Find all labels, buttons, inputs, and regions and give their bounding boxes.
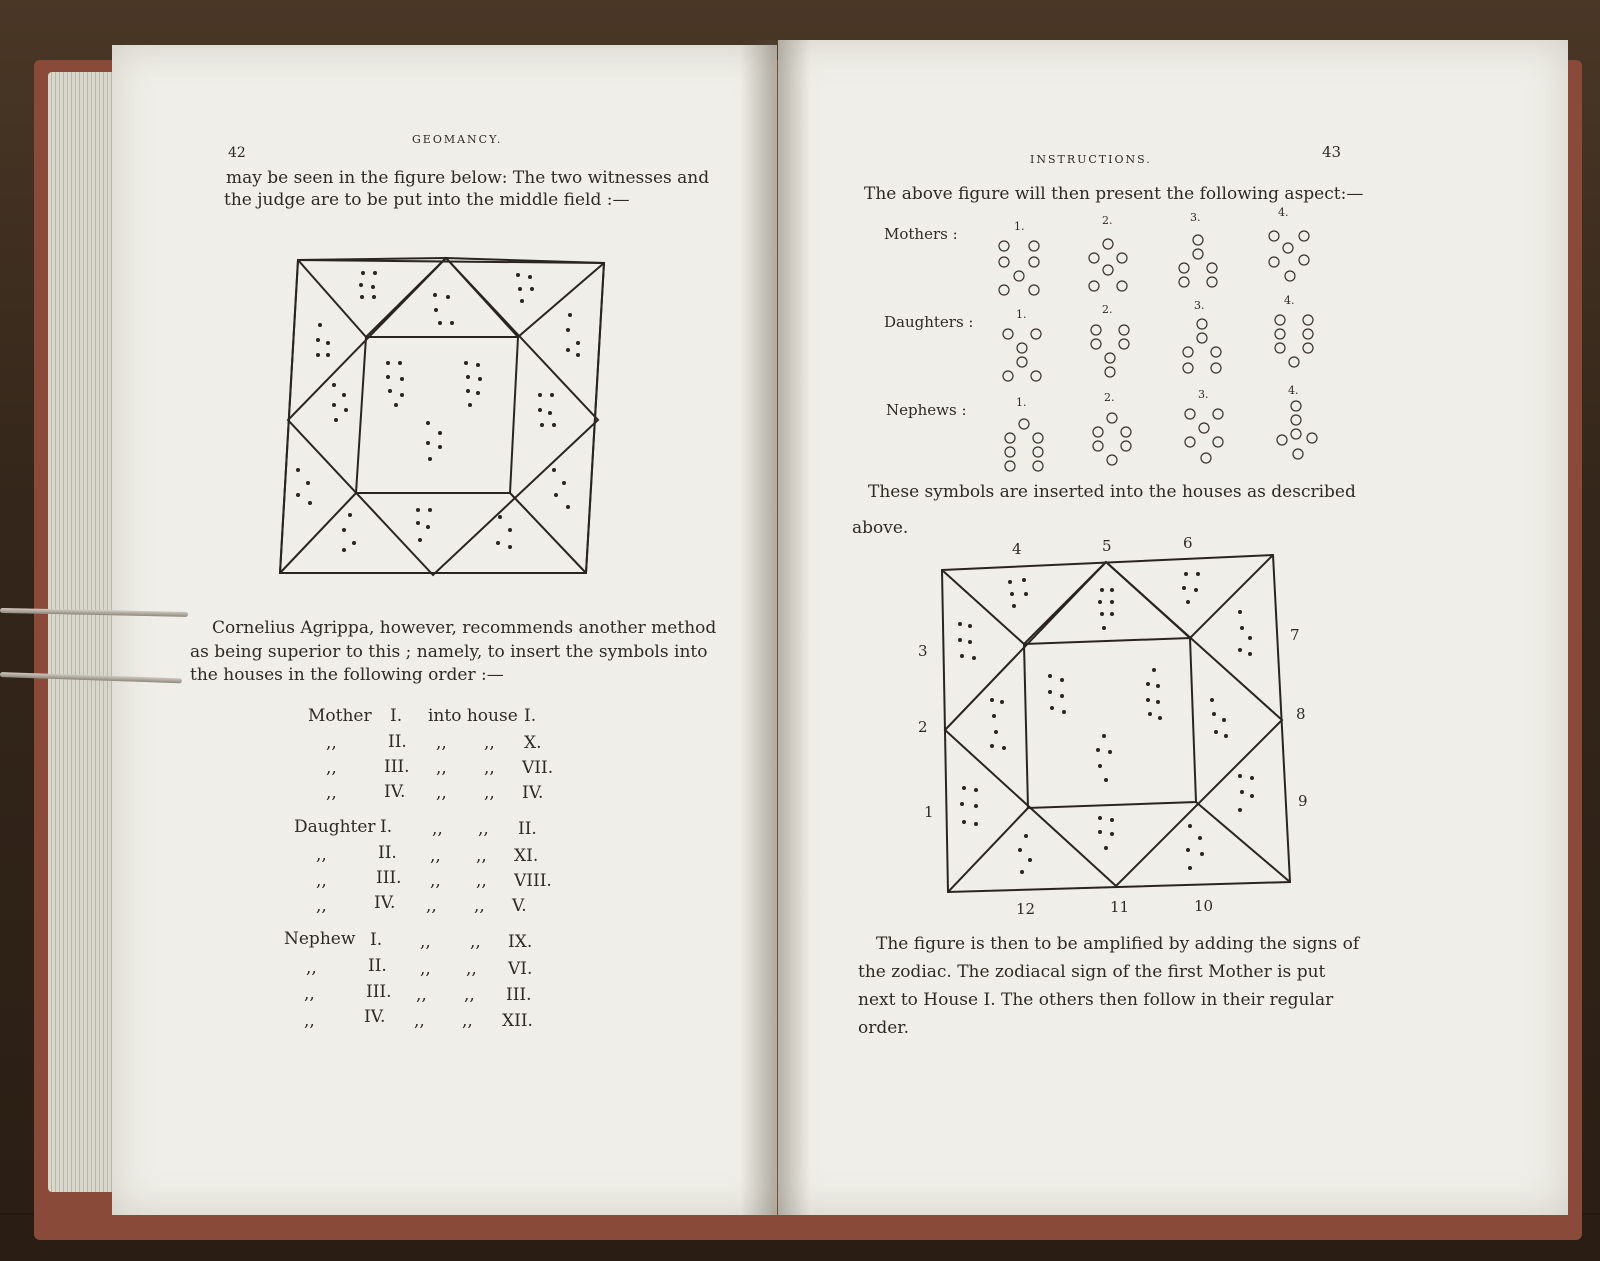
book-gutter: [740, 40, 810, 1215]
order-row-ditto: into house: [428, 706, 518, 726]
order-row-ditto: ,,: [470, 932, 481, 952]
order-row-house: V.: [512, 896, 527, 916]
order-row-num: IV.: [364, 1007, 386, 1027]
order-row-house: VI.: [508, 959, 533, 979]
order-row-who: Daughter: [294, 817, 376, 837]
order-row-house: III.: [506, 985, 532, 1005]
left-running-head: GEOMANCY.: [412, 133, 503, 146]
order-row-num: II.: [368, 956, 387, 976]
right-page-number: 43: [1322, 143, 1342, 161]
order-row-house: X.: [524, 733, 542, 753]
order-row-ditto: ,,: [414, 1011, 425, 1031]
order-row-who: ,,: [326, 733, 337, 753]
order-row-num: II.: [378, 843, 397, 863]
nephews-num-1: 1.: [1016, 396, 1027, 409]
left-intro-line-1: may be seen in the figure below: The two witnesses and: [226, 168, 710, 188]
house-num-bottom-11: 11: [1110, 898, 1130, 916]
mothers-num-3: 3.: [1190, 211, 1201, 224]
order-row-house: I.: [524, 706, 537, 726]
mothers-num-4: 4.: [1278, 206, 1289, 219]
house-num-top-4: 4: [1012, 540, 1022, 558]
right-diamond: [945, 562, 1282, 886]
order-row-who: Mother: [308, 706, 372, 726]
symbols-line-1: These symbols are inserted into the houses as described: [868, 482, 1356, 502]
order-row-num: III.: [366, 982, 392, 1002]
house-num-top-5: 5: [1102, 537, 1112, 555]
order-row-num: I.: [370, 930, 383, 950]
order-row-ditto: ,,: [426, 896, 437, 916]
order-row-ditto: ,,: [464, 985, 475, 1005]
order-row-who: ,,: [316, 896, 327, 916]
house-num-left-3: 3: [918, 642, 928, 660]
order-row-ditto: ,,: [436, 758, 447, 778]
order-row-ditto: ,,: [420, 932, 431, 952]
mothers-num-1: 1.: [1014, 220, 1025, 233]
left-outer-square: [280, 260, 604, 573]
order-row-ditto: ,,: [436, 783, 447, 803]
agrippa-line-1: Cornelius Agrippa, however, recommends another method: [212, 618, 717, 638]
closing-line-1: The figure is then to be amplified by adding the signs of: [876, 934, 1360, 954]
order-row-house: IV.: [522, 783, 544, 803]
order-row-ditto: ,,: [432, 819, 443, 839]
right-geomancy-figure: [940, 552, 1295, 898]
page-edges: [48, 72, 118, 1192]
order-row-ditto: ,,: [478, 819, 489, 839]
order-row-house: II.: [518, 819, 537, 839]
order-row-ditto: ,,: [430, 846, 441, 866]
order-row-ditto: ,,: [476, 846, 487, 866]
left-figure-svg: [278, 255, 608, 580]
nephews-num-2: 2.: [1104, 391, 1115, 404]
right-inner-square: [1024, 638, 1196, 808]
geomantic-symbols-svg: [990, 230, 1330, 480]
nephews-num-3: 3.: [1198, 388, 1209, 401]
order-row-house: IX.: [508, 932, 533, 952]
order-row-num: III.: [384, 757, 410, 777]
right-figure-svg: [940, 552, 1295, 894]
order-row-house: VIII.: [514, 871, 552, 891]
order-row-ditto: ,,: [476, 871, 487, 891]
left-inner-square: [356, 337, 518, 493]
order-row-who: ,,: [304, 1011, 315, 1031]
order-row-who: ,,: [316, 845, 327, 865]
left-page-number: 42: [228, 145, 246, 161]
nephews-label: Nephews :: [886, 401, 967, 419]
order-row-ditto: ,,: [484, 733, 495, 753]
house-num-right-9: 9: [1298, 792, 1308, 810]
order-row-num: IV.: [384, 782, 406, 802]
nephews-num-4: 4.: [1288, 384, 1299, 397]
daughters-num-1: 1.: [1016, 308, 1027, 321]
order-row-who: ,,: [306, 958, 317, 978]
order-row-house: XII.: [502, 1011, 533, 1031]
order-row-num: IV.: [374, 893, 396, 913]
order-row-ditto: ,,: [416, 985, 427, 1005]
right-outer-square: [942, 555, 1290, 892]
left-diamond: [288, 258, 598, 575]
order-row-num: III.: [376, 868, 402, 888]
geomantic-symbols: [990, 230, 1330, 484]
order-row-who: ,,: [326, 758, 337, 778]
left-figure-dots: [296, 271, 580, 552]
daughters-num-4: 4.: [1284, 294, 1295, 307]
left-intro-line-2: the judge are to be put into the middle field :—: [224, 190, 630, 210]
left-geomancy-figure: [278, 255, 608, 584]
agrippa-line-2: as being superior to this ; namely, to insert the symbols into: [190, 642, 708, 662]
order-row-ditto: ,,: [420, 959, 431, 979]
house-num-top-6: 6: [1183, 534, 1193, 552]
order-row-ditto: ,,: [474, 896, 485, 916]
aspect-line: The above figure will then present the following aspect:—: [864, 184, 1364, 204]
symbols-line-2: above.: [852, 518, 909, 538]
house-num-bottom-10: 10: [1194, 897, 1214, 915]
agrippa-line-3: the houses in the following order :—: [190, 665, 504, 685]
order-row-who: ,,: [326, 783, 337, 803]
order-row-ditto: ,,: [462, 1011, 473, 1031]
order-row-house: XI.: [514, 846, 539, 866]
daughters-label: Daughters :: [884, 313, 974, 331]
order-row-who: Nephew: [284, 929, 356, 949]
house-num-right-8: 8: [1296, 705, 1306, 723]
closing-line-3: next to House I. The others then follow in their regular: [858, 990, 1334, 1010]
closing-line-4: order.: [858, 1018, 909, 1038]
order-row-who: ,,: [304, 984, 315, 1004]
daughters-num-2: 2.: [1102, 303, 1113, 316]
order-row-ditto: ,,: [484, 758, 495, 778]
order-row-who: ,,: [316, 871, 327, 891]
order-row-num: II.: [388, 732, 407, 752]
order-row-num: I.: [390, 706, 403, 726]
house-num-bottom-12: 12: [1016, 900, 1036, 918]
closing-line-2: the zodiac. The zodiacal sign of the first Mother is put: [858, 962, 1326, 982]
house-num-left-1: 1: [924, 803, 934, 821]
order-row-ditto: ,,: [436, 733, 447, 753]
mothers-num-2: 2.: [1102, 214, 1113, 227]
order-row-ditto: ,,: [466, 959, 477, 979]
house-num-left-2: 2: [918, 718, 928, 736]
right-running-head: INSTRUCTIONS.: [1030, 153, 1152, 166]
order-row-ditto: ,,: [430, 871, 441, 891]
house-num-right-7: 7: [1290, 626, 1300, 644]
mothers-label: Mothers :: [884, 225, 958, 243]
daughters-num-3: 3.: [1194, 299, 1205, 312]
order-row-num: I.: [380, 817, 393, 837]
order-row-house: VII.: [522, 758, 554, 778]
order-row-ditto: ,,: [484, 783, 495, 803]
